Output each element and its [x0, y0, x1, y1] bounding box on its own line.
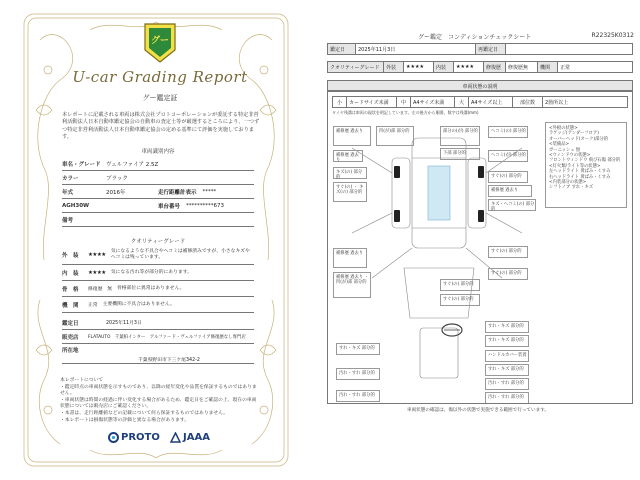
callout-text: すぐ(の) 部分的	[491, 174, 522, 179]
appraisal-date-label: 鑑定日	[62, 320, 79, 327]
callout-text: すぐ(の) 部分的	[443, 297, 474, 302]
callout-text: キズ・ヘコミ(の) 部分的	[491, 202, 535, 213]
sheet-ext-label: 外装	[384, 62, 404, 73]
interior-note-text: 汚れ・すれ 部分的	[488, 395, 524, 400]
date-value: 2025年11月3日	[356, 44, 476, 55]
sheet-repair-value: 修復歴無	[506, 62, 538, 73]
callout-text: すぐ(の) ・ キズ(の) 部分的	[336, 185, 364, 196]
state-title: 車両状態の説明	[328, 81, 633, 92]
jaaa-mark-icon	[170, 432, 181, 443]
interior-note-text: 汚れ・すれ 部分的	[488, 381, 524, 386]
callout-text: 凹(が)部 部分的	[379, 129, 410, 134]
address-label: 所在地	[62, 348, 79, 354]
frame-condition-comment: 骨格部位に異常はありません。	[117, 285, 185, 291]
row-model	[62, 157, 254, 171]
model-label: 車名・グレード	[62, 161, 101, 168]
mechanics-value: 正常	[88, 303, 98, 308]
callout-text: 補修歴 過去り	[336, 153, 359, 164]
exterior-stars: ★★★★	[88, 251, 106, 258]
sheet-mech-value: 正常	[558, 62, 633, 73]
grading-certificate	[0, 0, 312, 480]
recheck-value	[506, 44, 633, 55]
interior-label: 内 装	[62, 270, 79, 277]
model-code-value: AGH30W	[62, 202, 90, 209]
side-note-line: フロントウィンドウ 飛び石傷 部分的	[549, 158, 621, 164]
row-year	[62, 185, 254, 199]
callout-text: 下部 部分的	[443, 151, 466, 156]
callout-text: 補修歴 過去り	[336, 251, 364, 256]
frame-condition-value: 修復歴 無	[88, 287, 112, 292]
report-title: U-car Grading Report	[72, 68, 248, 86]
svg-text:グー: グー	[150, 36, 170, 46]
callout-text: すぐ(の) 部分的	[443, 282, 474, 287]
sheet-date-table	[327, 43, 633, 55]
side-note-line: 左ヘッドライト 黄ばみ・くすみ	[549, 169, 611, 175]
mileage-value: *****	[202, 188, 217, 195]
exterior-label: 外 装	[62, 252, 79, 259]
frame-number-value: **********673	[186, 202, 225, 209]
year-value: 2016年	[106, 189, 126, 196]
size-mid-desc: A4サイズ未満	[411, 97, 455, 108]
proto-logo-text: PROTO	[121, 432, 160, 443]
proto-mark-icon	[108, 432, 119, 443]
date-label: 鑑定日	[328, 44, 356, 55]
side-note-line: オーバーヘッド(オーク)部分的	[549, 136, 608, 142]
legend-parts: 部位数	[513, 97, 543, 108]
quality-section-title: クオリティーグレード	[130, 239, 186, 245]
sheet-int-stars: ★★★★	[454, 62, 484, 73]
sheet-ext-stars: ★★★★	[404, 62, 434, 73]
dealer-label: 販売店	[62, 334, 79, 341]
sheet-int-label: 内装	[434, 62, 454, 73]
frame-condition-label: 骨 格	[62, 286, 79, 293]
note-line: ・本書は、走行距離値などの記載について何ら保証するものではありません。	[60, 410, 229, 416]
row-color	[62, 171, 254, 185]
interior-note-text: 汚れ・すれ 部分的	[339, 393, 375, 398]
grade-label: クオリティーグレード	[328, 62, 384, 73]
mileage-label: 走行距離計表示	[158, 189, 197, 196]
interior-note-text: 汚れ・すれ 部分的	[339, 371, 375, 376]
row-dealer	[62, 330, 254, 344]
note-line: ・車両状態は時間の経過に伴い変化する場合があるため、鑑定日をご確認の上、現在の車両状態については販売店にご確認ください。	[60, 397, 257, 410]
row-address	[62, 344, 254, 364]
frame-number-label: 車台番号	[158, 203, 181, 210]
exterior-comment: 気になるような不具合やヘコミは補修済みですが、小さなキズやヘコミは残っています。	[110, 248, 250, 260]
interior-note-text: すれ・キズ 部分的	[488, 338, 524, 343]
address-value: 千葉県野田市下三ケ尾342-2	[138, 358, 200, 363]
side-note-line: シフトノブ すれ・キズ	[549, 185, 593, 191]
side-note-line: ラゲッジ(アンダーフロア)	[549, 131, 599, 137]
jaaa-logo-text: JAAA	[183, 432, 210, 443]
interior-note-text: すれ・キズ 部分的	[488, 367, 524, 372]
remarks-label: 備考	[62, 217, 74, 224]
certificate-notes	[60, 378, 260, 424]
callout-text: 部分の(が) 部分的	[443, 129, 478, 134]
row-frame-condition	[62, 281, 254, 297]
side-note-line: ガーニッシュ 無	[549, 147, 581, 153]
side-note-line: <外板の状態>	[549, 126, 578, 131]
note-line: ・本レポートは損傷状態等の評価と異なる場合があります。	[60, 417, 190, 423]
note-line: ・鑑定時点の車両状態を示すものであり、以降の経年変化や品質を保証するものではありません。	[60, 384, 257, 397]
side-note-line: <内装部分の状態>	[549, 180, 587, 186]
row-mechanics	[62, 297, 254, 313]
callout-text: キズ(の) 部分的	[336, 170, 363, 181]
certificate-name: グー鑑定証	[142, 94, 178, 102]
interior-stars: ★★★★	[88, 269, 106, 276]
size-mid: 中	[397, 97, 411, 108]
appraisal-date-value: 2025年11月3日	[106, 321, 142, 326]
interior-comment: 気になる汚れ等が部分的にあります。	[110, 269, 192, 275]
row-interior	[62, 265, 254, 281]
size-large-desc: A4サイズ以上	[469, 97, 513, 108]
interior-note-text: すれ・キズ 部分的	[339, 346, 375, 351]
sheet-repair-label: 修復歴	[484, 62, 506, 73]
size-small-desc: カードサイズ未満	[347, 97, 397, 108]
sheet-mech-label: 機関	[538, 62, 558, 73]
size-small: 小	[333, 97, 347, 108]
callout-text: すぐ(の) 部分的	[491, 249, 522, 254]
proto-logo	[108, 432, 160, 443]
color-label: カラー	[62, 175, 79, 182]
dealer-value: FLATAUTO 千葉柏インター アルファード・ヴェルファイア修復歴なし専門店	[88, 334, 246, 340]
grading-badge-icon	[143, 22, 177, 64]
mechanics-comment: 主要機関に不具合はありません。	[102, 301, 175, 307]
side-note-line: <装備品>	[549, 142, 570, 148]
model-value: ヴェルファイア 2.5Z	[106, 161, 159, 168]
vehicle-section-title: 車両識別内容	[141, 149, 175, 155]
interior-note-text: ハンドルカバー装着	[488, 353, 527, 358]
callout-text: 補修歴 過去り	[336, 129, 364, 134]
side-note-line: <灯火類/ライト等の状態>	[549, 163, 601, 169]
callout-text: ヘコミ(の) 部分的	[491, 129, 526, 134]
recheck-label: 再鑑定日	[476, 44, 506, 55]
row-exterior	[62, 245, 254, 265]
callout-text: ヘコミ(が) 部分的	[491, 153, 526, 158]
diagram-frame	[327, 90, 633, 404]
callout-text: すぐ(の) 部分的	[491, 271, 522, 276]
row-appraisal-date	[62, 316, 254, 330]
sheet-bottom-note: 車両状態の確認は、傷以外の状態で実施できる範囲で行っています。	[406, 408, 550, 413]
side-note-line: <ウィンドウの状態>	[549, 153, 591, 159]
note-line: 本レポートについて	[60, 378, 104, 383]
color-value: ブラック	[106, 175, 128, 182]
callout-text: 補修歴 過去り	[491, 188, 519, 193]
certificate-intro: 本レポートに記載される車両は株式会社プロトコーポレーションが委託する特定非営利活動法人日本自動車鑑定協会の自動車の査定士等が厳選するところにより、一つずつ特定非営利活動法人日本自動車鑑定協会の定める基準にて評価を実施しております。	[62, 112, 260, 141]
mechanics-label: 機 関	[62, 302, 79, 309]
legend-note: タイヤ残溝は車両の現状を明記しています。左の後方から順番。数字は残溝(mm)	[332, 110, 479, 115]
callout-text: 補修歴 過去り ・ 凹(が)部 部分的	[336, 275, 369, 286]
row-frame-number	[62, 199, 254, 213]
sheet-document-id: R22325K0312	[591, 32, 634, 39]
interior-note-text: すれ・キズ 部分的	[488, 324, 524, 329]
size-large: 大	[455, 97, 469, 108]
sheet-heading: グー鑑定 コンディションチェックシート	[418, 34, 532, 41]
year-label: 年式	[62, 189, 74, 196]
legend-parts-value: 2箇所以上	[543, 97, 628, 108]
sheet-grade-table	[327, 61, 633, 73]
side-note-line: 右ヘッドライト 黄ばみ・くすみ	[549, 174, 611, 180]
row-remarks	[62, 213, 254, 227]
jaaa-logo	[170, 432, 210, 443]
